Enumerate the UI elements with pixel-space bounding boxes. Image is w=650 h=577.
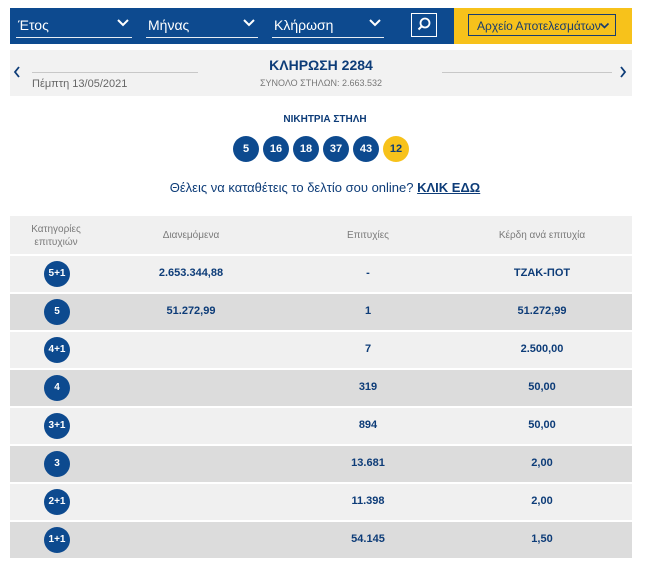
- chevron-down-icon: [242, 16, 256, 30]
- winning-number-ball: 43: [353, 136, 379, 162]
- category-badge: 5+1: [44, 261, 70, 287]
- winners-cell: 13.681: [351, 457, 385, 469]
- prize-cell: 51.272,99: [517, 305, 567, 317]
- search-icon: [412, 14, 436, 36]
- table-row: [10, 332, 632, 368]
- chevron-down-icon: [599, 20, 610, 31]
- winning-number-ball: 18: [293, 136, 319, 162]
- distributed-cell: 2.653.344,88: [158, 267, 224, 279]
- month-dropdown[interactable]: [146, 14, 258, 38]
- prize-cell: ΤΖΑΚ-ΠΟΤ: [513, 267, 571, 279]
- winners-cell: 1: [364, 305, 372, 317]
- draw-dropdown-underline: [272, 37, 384, 38]
- draw-dropdown[interactable]: [272, 14, 384, 38]
- table-row: [10, 256, 632, 292]
- filter-bar: [10, 8, 632, 44]
- chevron-down-icon: [116, 16, 130, 30]
- prize-cell: 2.500,00: [520, 343, 564, 355]
- search-button[interactable]: [411, 13, 437, 37]
- winners-cell: 894: [358, 419, 378, 431]
- month-dropdown-underline: [146, 37, 258, 38]
- archive-dropdown-label: Αρχείο Αποτελεσμάτων: [477, 19, 601, 33]
- category-badge: 3: [44, 451, 70, 477]
- winners-cell: 7: [364, 343, 372, 355]
- header-distributed: Διανεμόμενα: [162, 230, 220, 241]
- archive-panel: [454, 8, 632, 44]
- draw-total-columns: ΣΥΝΟΛΟ ΣΤΗΛΩΝ: 2.663.532: [259, 78, 383, 88]
- table-row: [10, 484, 632, 520]
- joker-number-ball: 12: [383, 136, 409, 162]
- prize-cell: 50,00: [528, 381, 556, 393]
- category-badge: 3+1: [44, 413, 70, 439]
- results-table-header: [10, 216, 632, 254]
- online-ticket-prompt: [0, 180, 650, 195]
- header-prize: Κέρδη ανά επιτυχία: [498, 230, 586, 241]
- click-here-link[interactable]: ΚΛΙΚ ΕΔΩ: [417, 180, 481, 195]
- year-dropdown-underline: [16, 37, 132, 38]
- header-categories: [22, 223, 90, 249]
- draw-title: ΚΛΗΡΩΣΗ 2284: [269, 57, 373, 73]
- draw-header: [10, 50, 632, 96]
- prize-cell: 2,00: [531, 495, 553, 507]
- winners-cell: 54.145: [351, 533, 385, 545]
- header-categories-line2: επιτυχιών: [34, 237, 78, 248]
- header-winners: Επιτυχίες: [347, 230, 389, 241]
- month-dropdown-label: Μήνας: [148, 17, 190, 33]
- winning-number-ball: 5: [233, 136, 259, 162]
- prize-cell: 50,00: [528, 419, 556, 431]
- prize-cell: 1,50: [531, 533, 553, 545]
- table-row: [10, 522, 632, 558]
- category-badge: 5: [44, 299, 70, 325]
- chevron-right-icon[interactable]: [618, 64, 628, 80]
- winning-number-ball: 16: [263, 136, 289, 162]
- category-badge: 2+1: [44, 489, 70, 515]
- cta-text: Θέλεις να καταθέτεις το δελτίο σου online?: [169, 180, 414, 195]
- draw-dropdown-label: Κλήρωση: [274, 17, 334, 33]
- distributed-cell: 51.272,99: [166, 305, 216, 317]
- year-dropdown[interactable]: [16, 14, 132, 38]
- category-badge: 4+1: [44, 337, 70, 363]
- winning-number-ball: 37: [323, 136, 349, 162]
- divider: [442, 72, 612, 73]
- winning-column-title: ΝΙΚΗΤΡΙΑ ΣΤΗΛΗ: [283, 114, 367, 125]
- table-row: [10, 370, 632, 406]
- chevron-down-icon: [368, 16, 382, 30]
- table-row: [10, 408, 632, 444]
- winners-cell: 11.398: [351, 495, 385, 507]
- winners-cell: -: [366, 267, 370, 279]
- header-categories-line1: Κατηγορίες: [31, 224, 81, 235]
- year-dropdown-label: Έτος: [18, 17, 49, 33]
- prize-cell: 2,00: [531, 457, 553, 469]
- category-badge: 4: [44, 375, 70, 401]
- category-badge: 1+1: [44, 527, 70, 553]
- table-row: [10, 446, 632, 482]
- archive-dropdown[interactable]: [468, 14, 616, 36]
- draw-date: Πέμπτη 13/05/2021: [32, 78, 128, 90]
- table-row: [10, 294, 632, 330]
- winners-cell: 319: [358, 381, 378, 393]
